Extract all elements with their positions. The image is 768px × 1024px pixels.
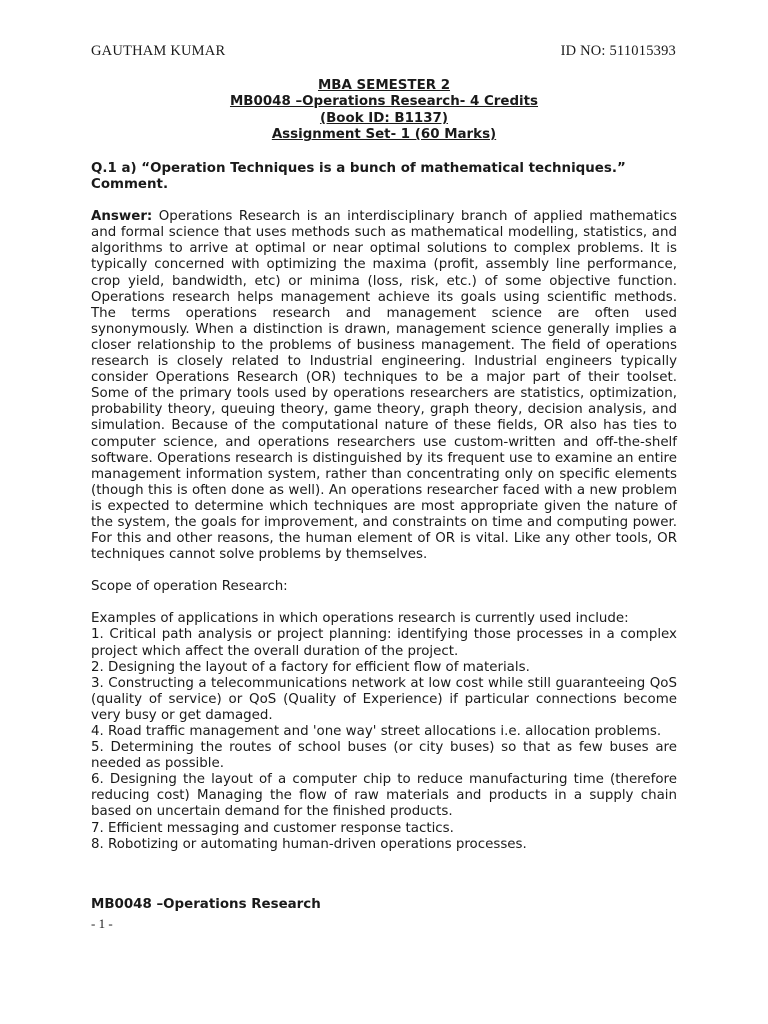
title-semester: MBA SEMESTER 2 bbox=[317, 78, 451, 93]
list-item: 3. Constructing a telecommunications network at low cost while still guaranteeing QoS (quality of service) or QoS (Quality of Experience) if particular connections become very busy or get damaged. bbox=[91, 675, 677, 723]
examples-intro: Examples of applications in which operations research is currently used include: bbox=[91, 611, 629, 627]
list-item: 5. Determining the routes of school buses (or city buses) so that as few buses are needed as possible. bbox=[91, 740, 677, 772]
scope-heading: Scope of operation Research: bbox=[91, 579, 288, 595]
title-assignment: Assignment Set- 1 (60 Marks) bbox=[271, 127, 497, 143]
answer-label: Answer: bbox=[91, 209, 153, 225]
list-item: 6. Designing the layout of a computer chip to reduce manufacturing time (therefore reducing cost) Managing the flow of raw materials and products in a supply chain based on uncertain demand for the finished products. bbox=[91, 772, 677, 820]
header-student-name: GAUTHAM KUMAR bbox=[91, 43, 226, 59]
answer-text: Operations Research is an interdisciplinary branch of applied mathematics and formal science that uses methods such as mathematical modelling, statistics, and algorithms to arrive at optimal or near optimal solutions to complex problems. It is typically concerned with optimizing the maxima (profit, assembly line performance, crop yield, bandwidth, etc) or minima (loss, risk, etc.) of some objective function. Operations research helps management achieve its goals using scientific methods. The terms operations research and management science are often used synonymously. When a distinction is drawn, management science generally implies a closer relationship to the problems of business management. The field of operations research is closely related to Industrial engineering. Industrial engineers typically consider Operations Research (OR) techniques to be a major part of their toolset. Some of the primary tools used by operations researchers are statistics, optimization, probability theory, queuing theory, game theory, graph theory, decision analysis, and simulation. Because of the computational nature of these fields, OR also has ties to computer science, and operations researchers use custom-written and off-the-shelf software. Operations research is distinguished by its frequent use to examine an entire management information system, rather than concentrating only on specific elements (though this is often done as well). An operations researcher faced with a new problem is expected to determine which techniques are most appropriate given the nature of the system, the goals for improvement, and constraints on time and computing power. For this and other reasons, the human element of OR is vital. Like any other tools, OR techniques cannot solve problems by themselves. bbox=[91, 209, 677, 563]
list-item: 7. Efficient messaging and customer response tactics. bbox=[91, 820, 454, 836]
title-book-id: (Book ID: B1137) bbox=[319, 110, 448, 126]
header-student-id: ID NO: 511015393 bbox=[560, 43, 676, 59]
list-item: 4. Road traffic management and 'one way' street allocations i.e. allocation problems. bbox=[91, 724, 662, 739]
list-item: 8. Robotizing or automating human-driven operations processes. bbox=[91, 836, 527, 852]
title-course: MB0048 –Operations Research- 4 Credits bbox=[229, 94, 539, 110]
page-number: - 1 - bbox=[91, 916, 113, 931]
examples-list bbox=[91, 627, 677, 852]
list-item: 2. Designing the layout of a factory for efficient flow of materials. bbox=[91, 659, 530, 675]
footer-course-title: MB0048 –Operations Research bbox=[91, 897, 321, 912]
body-content bbox=[91, 161, 677, 853]
question-text: Q.1 a) “Operation Techniques is a bunch of mathematical techniques.” Comment. bbox=[91, 161, 626, 193]
title-block bbox=[0, 78, 768, 144]
answer-paragraph bbox=[91, 209, 677, 563]
list-item: 1. Critical path analysis or project planning: identifying those processes in a complex project which affect the overall duration of the project. bbox=[91, 627, 677, 659]
